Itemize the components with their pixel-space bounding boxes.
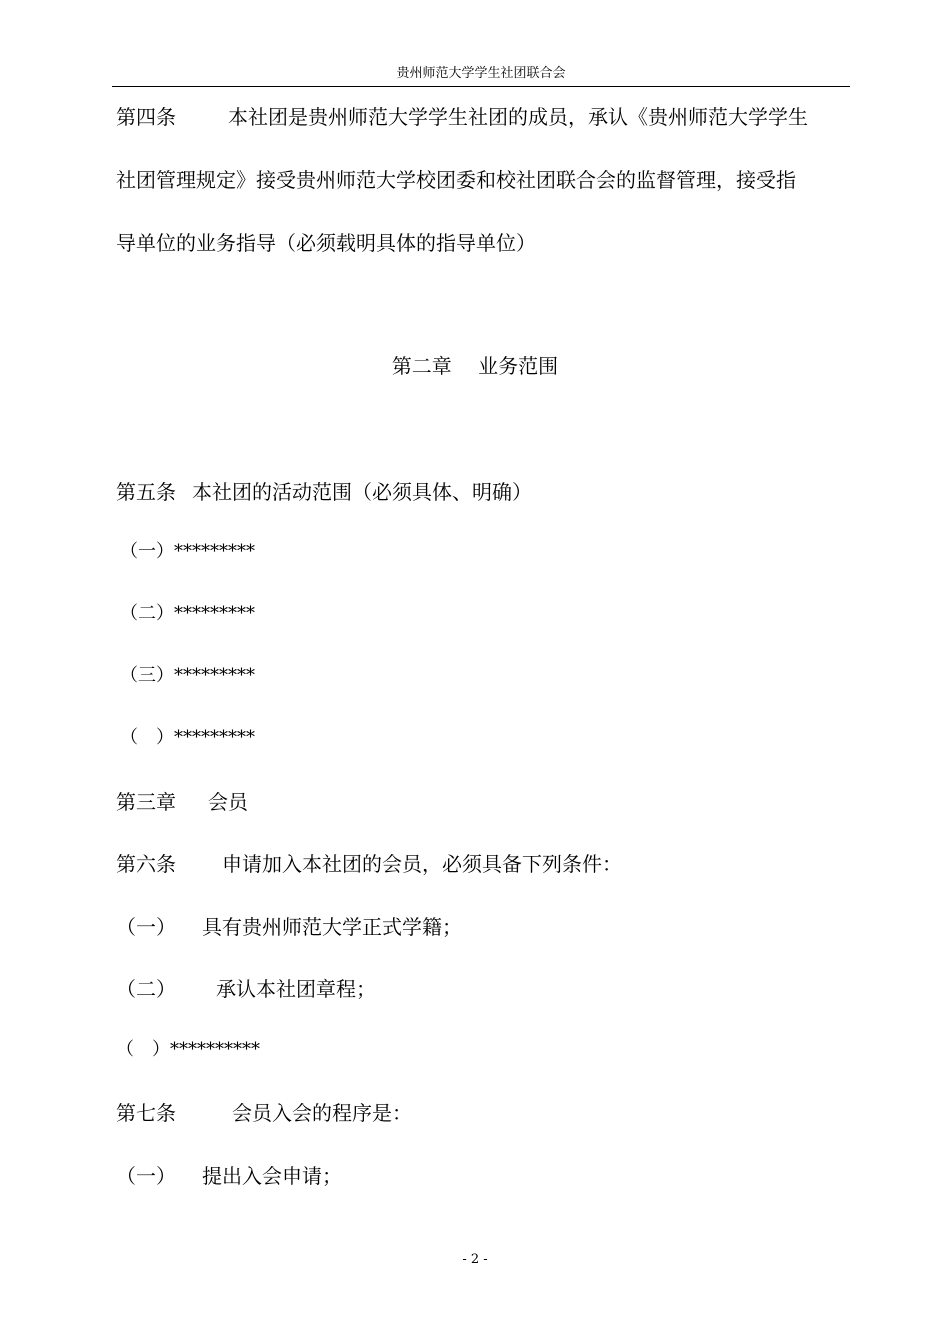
list-item-text: ********** [170,1039,260,1060]
list-item [120,600,255,628]
article-5-line [116,478,532,506]
article-4-text-1: 本社团是贵州师范大学学生社团的成员，承认《贵州师范大学学生 [228,105,808,129]
list-item-text: 承认本社团章程； [216,977,376,1001]
list-item [116,1162,342,1190]
chapter-3-line [116,788,248,816]
chapter-3-number: 第三章 [116,790,176,814]
article-4-text-3: 导单位的业务指导（必须载明具体的指导单位） [116,231,536,255]
list-item-marker: （ ） [120,727,174,748]
list-item-text: 提出入会申请； [202,1164,342,1188]
list-item-marker: （三） [120,665,174,686]
article-5-text: 本社团的活动范围（必须具体、明确） [192,480,532,504]
article-4-text-2: 社团管理规定》接受贵州师范大学校团委和校社团联合会的监督管理，接受指 [116,168,796,192]
list-item [116,913,462,941]
list-item [116,975,376,1003]
list-item-marker: （一） [116,915,176,939]
list-item-marker: （二） [120,603,174,624]
list-item-marker: （二） [116,977,176,1001]
article-5-number: 第五条 [116,480,176,504]
list-item [120,538,255,566]
list-item [120,724,255,752]
article-4-line-1 [116,103,808,131]
article-7-number: 第七条 [116,1101,176,1125]
list-item-text: 具有贵州师范大学正式学籍； [202,915,462,939]
header-rule [112,86,850,87]
list-item [116,1036,260,1064]
running-header: 贵州师范大学学生社团联合会 [396,66,566,81]
article-6-line [116,850,622,878]
article-6-text: 申请加入本社团的会员，必须具备下列条件： [222,852,622,876]
list-item-text: ********* [174,727,255,748]
list-item-marker: （一） [116,1164,176,1188]
article-6-number: 第六条 [116,852,176,876]
chapter-2-title: 第二章 业务范围 [391,354,559,378]
article-4-number: 第四条 [116,105,176,129]
article-7-line [116,1099,412,1127]
chapter-3-title: 会员 [208,790,248,814]
list-item [120,662,255,690]
list-item-text: ********* [174,665,255,686]
page-number: - 2 - [462,1252,488,1267]
list-item-marker: （ ） [116,1039,170,1060]
list-item-text: ********* [174,541,255,562]
list-item-text: ********* [174,603,255,624]
article-7-text: 会员入会的程序是： [232,1101,412,1125]
list-item-marker: （一） [120,541,174,562]
